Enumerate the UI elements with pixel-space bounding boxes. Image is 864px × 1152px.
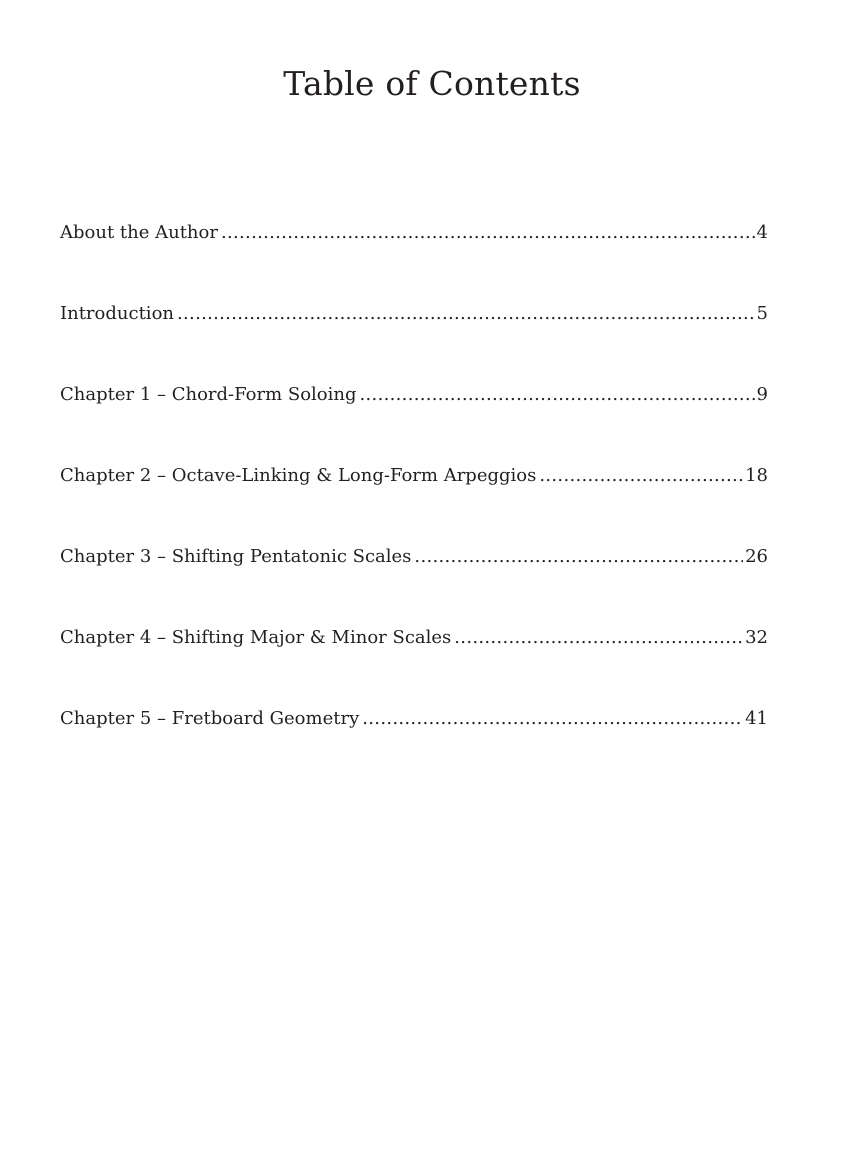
toc-page-number: 41 xyxy=(745,708,768,729)
toc-entry-chapter-2[interactable] xyxy=(60,462,768,543)
toc-entry-label: Chapter 1 – Chord-Form Soloing xyxy=(60,384,357,405)
toc-dot-leader xyxy=(362,705,743,733)
toc-entry-chapter-1[interactable] xyxy=(60,381,768,462)
toc-entry-label: About the Author xyxy=(60,222,218,243)
toc-dot-leader xyxy=(414,543,743,571)
toc-page-number: 5 xyxy=(756,303,768,324)
page-title: Table of Contents xyxy=(283,64,581,103)
toc-dot-leader xyxy=(221,219,755,247)
toc-page-number: 32 xyxy=(745,627,768,648)
toc-entry-label: Chapter 5 – Fretboard Geometry xyxy=(60,708,360,729)
toc-page-number: 26 xyxy=(745,546,768,567)
toc-page-number: 18 xyxy=(745,465,768,486)
toc-entry-chapter-4[interactable] xyxy=(60,624,768,705)
toc-dot-leader xyxy=(454,624,743,652)
toc-entry-about-the-author[interactable] xyxy=(60,219,768,300)
toc-entry-label: Introduction xyxy=(60,303,174,324)
toc-entry-introduction[interactable] xyxy=(60,300,768,381)
toc-page-number: 9 xyxy=(756,384,768,405)
toc-page-number: 4 xyxy=(756,222,768,243)
table-of-contents xyxy=(60,219,768,786)
toc-dot-leader xyxy=(177,300,755,328)
toc-dot-leader xyxy=(360,381,755,409)
toc-entry-label: Chapter 2 – Octave-Linking & Long-Form Arpeggios xyxy=(60,465,537,486)
toc-entry-label: Chapter 4 – Shifting Major & Minor Scales xyxy=(60,627,452,648)
toc-entry-chapter-3[interactable] xyxy=(60,543,768,624)
toc-entry-label: Chapter 3 – Shifting Pentatonic Scales xyxy=(60,546,412,567)
toc-entry-chapter-5[interactable] xyxy=(60,705,768,786)
toc-dot-leader xyxy=(539,462,743,490)
